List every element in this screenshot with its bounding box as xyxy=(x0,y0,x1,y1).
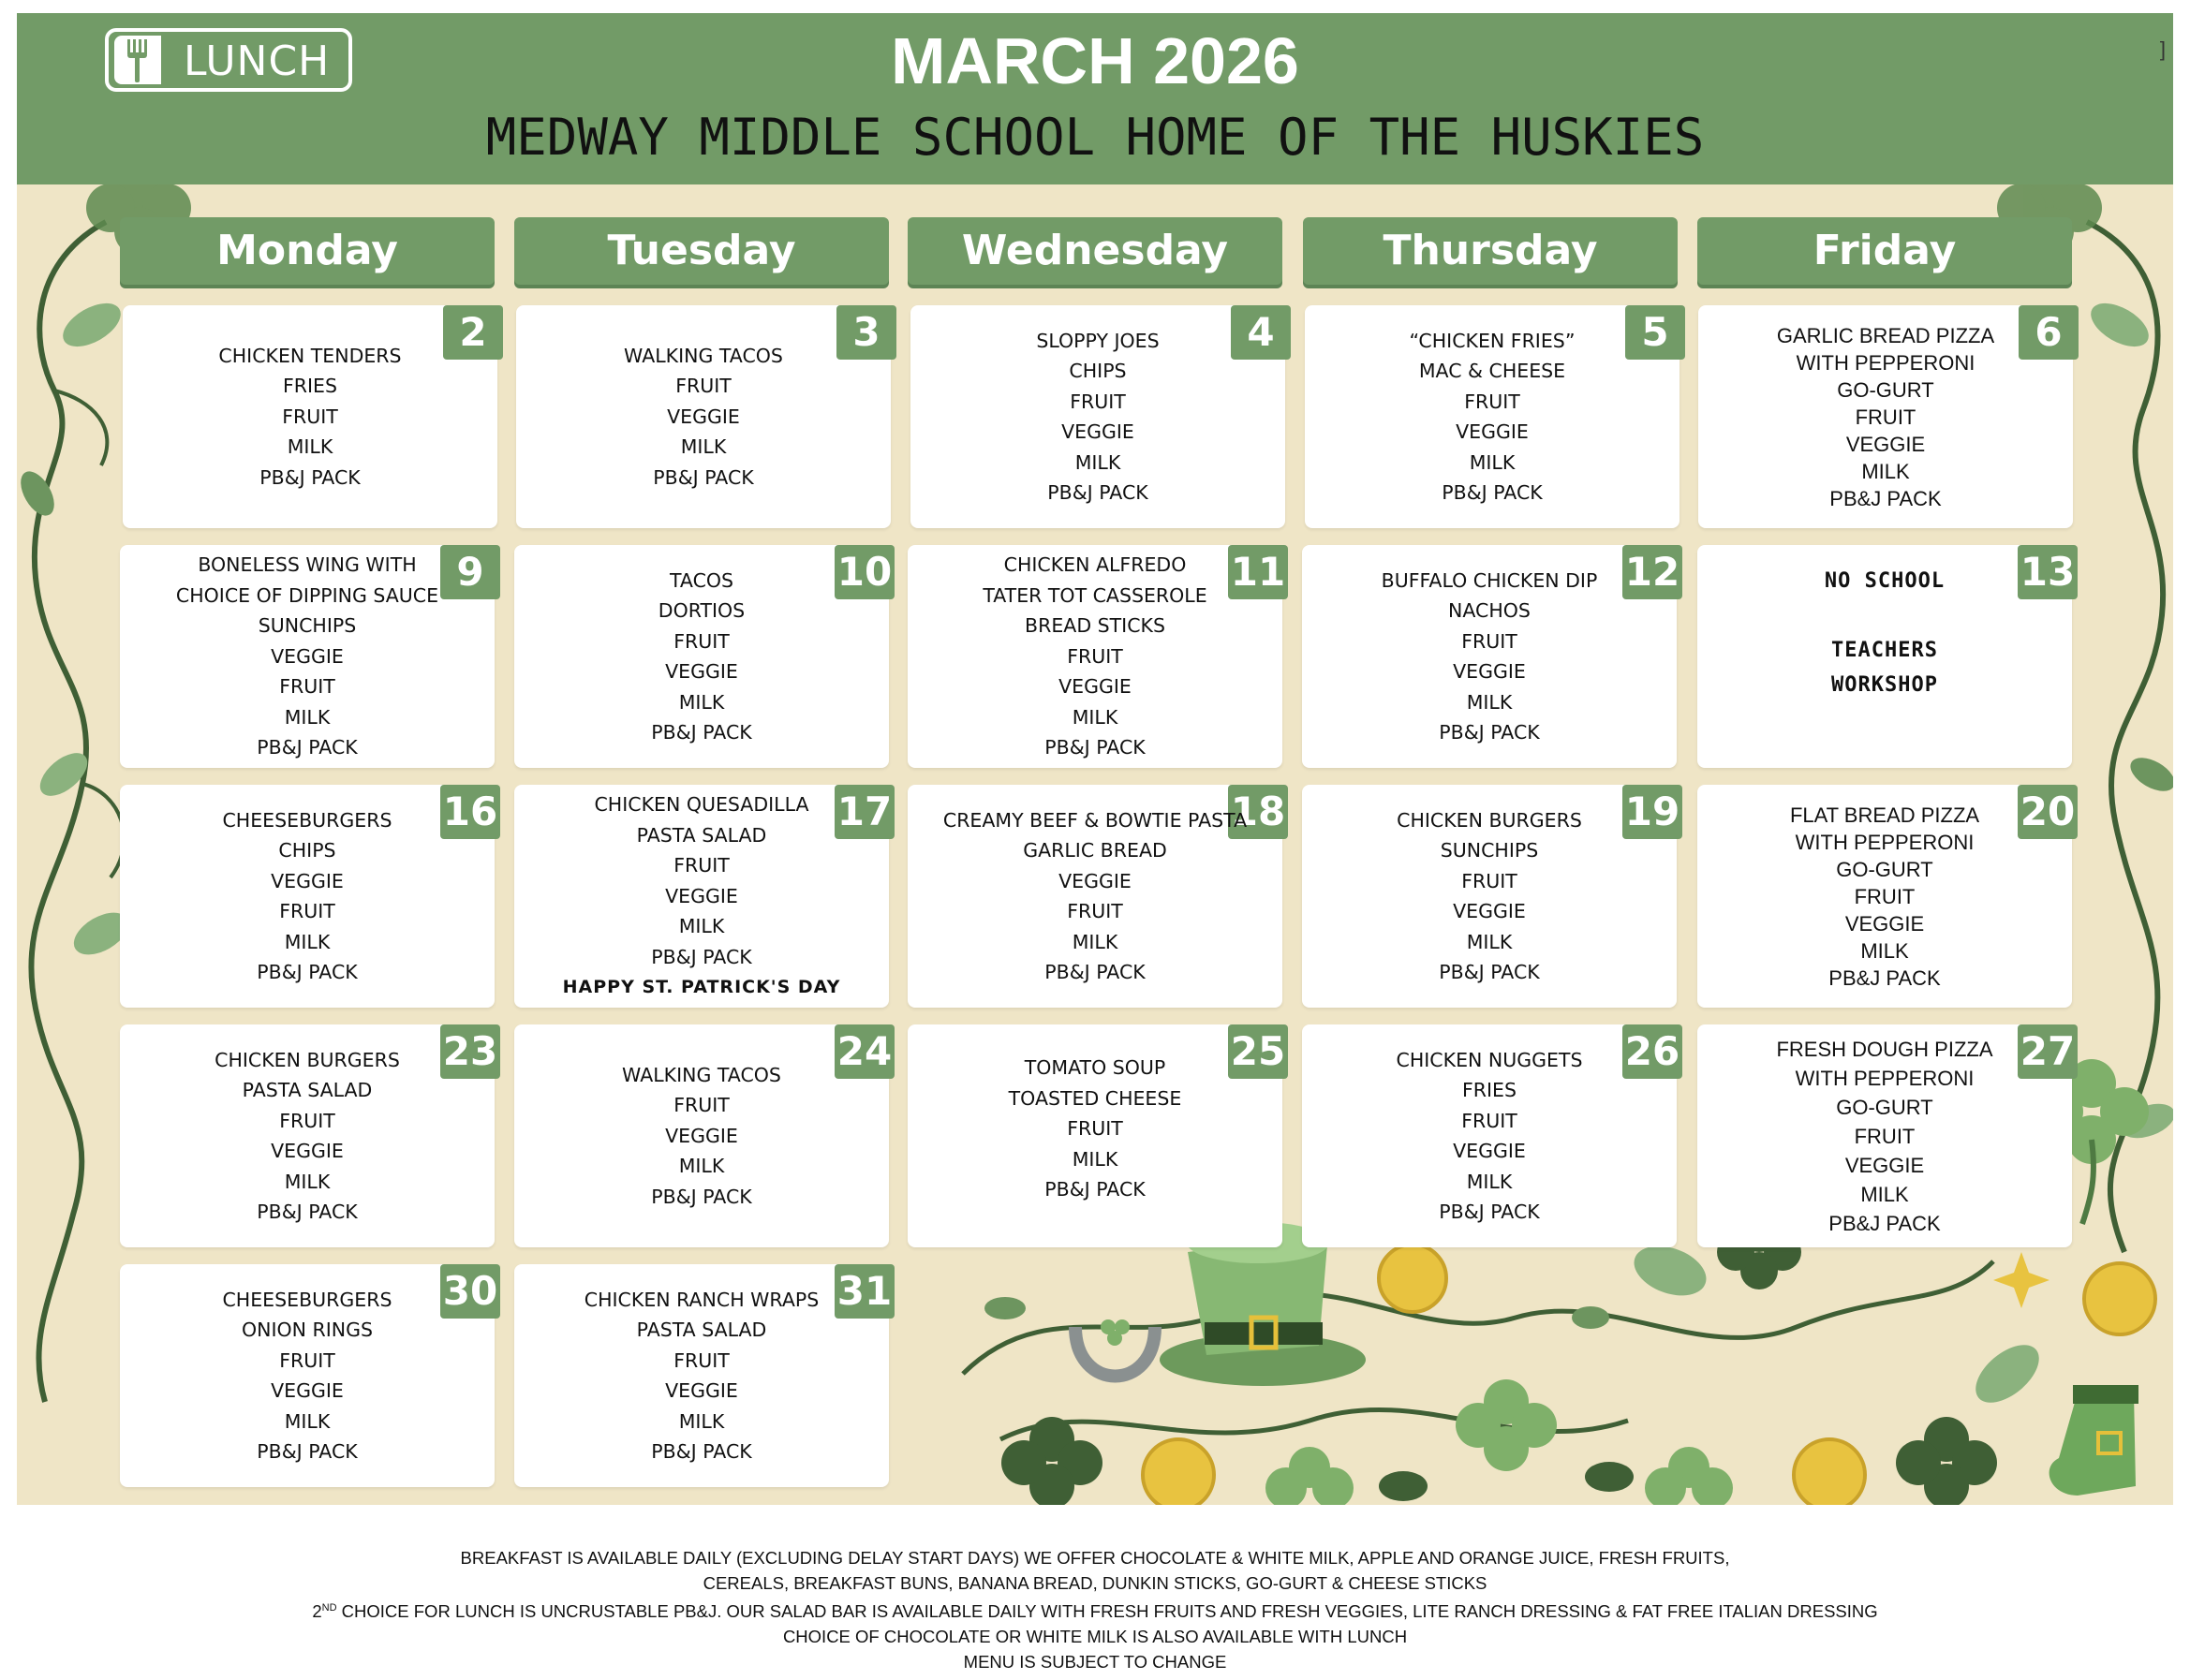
menu-item: SLOPPY JOES xyxy=(1036,329,1160,352)
menu-item: PB&J PACK xyxy=(651,945,752,968)
menu-item: PB&J PACK xyxy=(1044,736,1146,759)
day-cell xyxy=(1302,785,1680,1008)
menu-item: VEGGIE xyxy=(1453,1140,1526,1162)
menu-items xyxy=(120,798,495,995)
menu-items xyxy=(514,1277,889,1474)
day-cell xyxy=(514,1264,893,1487)
menu-item: FRUIT xyxy=(1854,884,1916,908)
menu-item: MILK xyxy=(1466,690,1513,714)
menu-item: PB&J PACK xyxy=(257,736,358,759)
date-badge: 26 xyxy=(1622,1024,1682,1079)
menu-items xyxy=(514,793,889,998)
menu-items xyxy=(908,798,1282,995)
day-cell xyxy=(514,1024,893,1247)
menu-item: FRUIT xyxy=(1067,644,1123,668)
menu-item: PASTA SALAD xyxy=(636,1319,767,1341)
menu-item: BUFFALO CHICKEN DIP xyxy=(1381,568,1598,592)
menu-item: VEGGIE xyxy=(665,1124,738,1147)
date-badge: 16 xyxy=(440,785,500,839)
day-header-monday: Monday xyxy=(120,217,495,285)
day-cell xyxy=(908,545,1286,768)
menu-item: PB&J PACK xyxy=(1442,481,1543,504)
menu-item: FRUIT xyxy=(1854,1124,1916,1148)
menu-item: MILK xyxy=(1860,1182,1909,1206)
menu-item: MILK xyxy=(678,915,725,938)
menu-item: GARLIC BREAD xyxy=(1023,839,1167,862)
menu-item: FRUIT xyxy=(1464,390,1520,413)
menu-item: MILK xyxy=(1072,705,1118,729)
menu-item: VEGGIE xyxy=(1453,660,1526,683)
menu-item: MILK xyxy=(1466,1170,1513,1193)
menu-item: VEGGIE xyxy=(667,405,740,428)
day-cell xyxy=(516,305,891,528)
menu-item: FRUIT xyxy=(279,1109,335,1132)
menu-item: CREAMY BEEF & BOWTIE PASTA xyxy=(942,808,1248,832)
day-cell xyxy=(120,1264,498,1487)
menu-item: “CHICKEN FRIES” xyxy=(1409,329,1576,352)
date-badge: 25 xyxy=(1228,1024,1288,1079)
menu-item: WITH PEPPERONI xyxy=(1795,830,1975,854)
menu-item: VEGGIE xyxy=(1844,1153,1925,1177)
menu-item: VEGGIE xyxy=(1061,420,1134,443)
menu-item: GO-GURT xyxy=(1836,857,1933,881)
menu-items xyxy=(120,553,495,759)
menu-items xyxy=(1302,798,1677,995)
day-header-thursday: Thursday xyxy=(1303,217,1678,285)
menu-item: VEGGIE xyxy=(271,644,344,668)
footer-line xyxy=(0,1596,2190,1624)
menu-item: VEGGIE xyxy=(1058,675,1132,699)
menu-item: PASTA SALAD xyxy=(636,823,767,847)
day-cell xyxy=(908,1024,1286,1247)
menu-item: CHIPS xyxy=(278,839,336,862)
day-cell xyxy=(120,1024,498,1247)
date-badge: 11 xyxy=(1228,545,1288,599)
menu-item: PB&J PACK xyxy=(653,465,754,489)
menu-item: FRUIT xyxy=(1461,1109,1517,1132)
day-cell xyxy=(514,545,893,768)
date-badge: 23 xyxy=(440,1024,500,1079)
menu-item: FRIES xyxy=(282,375,338,398)
menu-item: GARLIC BREAD PIZZA xyxy=(1776,323,1995,347)
day-cell xyxy=(1697,785,2076,1008)
menu-item: MILK xyxy=(1466,930,1513,953)
date-badge: 3 xyxy=(836,305,896,360)
menu-item: FRUIT xyxy=(1855,405,1916,429)
menu-item: MILK xyxy=(284,930,331,953)
day-header-tuesday: Tuesday xyxy=(514,217,889,285)
menu-item: WALKING TACOS xyxy=(622,1063,781,1086)
menu-item: GO-GURT xyxy=(1836,1095,1933,1119)
menu-item: MILK xyxy=(678,1155,725,1178)
menu-item: VEGGIE xyxy=(1453,900,1526,922)
menu-item: MILK xyxy=(1469,450,1516,474)
day-cell xyxy=(1302,1024,1680,1247)
menu-items xyxy=(123,318,497,515)
menu-items xyxy=(1305,318,1679,515)
menu-item: MILK xyxy=(1072,1147,1118,1171)
footer-ordinal-suffix: ND xyxy=(321,1602,337,1614)
menu-item: FRUIT xyxy=(282,405,338,428)
menu-items xyxy=(514,558,889,755)
menu-item: MILK xyxy=(284,705,331,729)
menu-item: VEGGIE xyxy=(1844,911,1925,936)
date-badge: 18 xyxy=(1228,785,1288,839)
footer-line: BREAKFAST IS AVAILABLE DAILY (EXCLUDING DELAY START DAYS) WE OFFER CHOCOLATE & WHITE MILK, APPLE AND ORANGE JUICE, FRESH FRUITS, xyxy=(460,1548,1730,1568)
footer-line-text: CHOICE FOR LUNCH IS UNCRUSTABLE PB&J. OUR SALAD BAR IS AVAILABLE DAILY WITH FRESH FRUITS AND FRESH VEGGIES, LITE RANCH DRESSING & FAT FREE ITALIAN DRESSING xyxy=(336,1601,1878,1622)
menu-items xyxy=(908,553,1282,759)
menu-items xyxy=(910,318,1285,515)
menu-item: SUNCHIPS xyxy=(258,614,357,638)
footer-ordinal-num: 2 xyxy=(312,1601,322,1622)
menu-item: CHICKEN QUESADILLA xyxy=(594,793,809,817)
menu-item: WITH PEPPERONI xyxy=(1796,350,1975,375)
menu-items xyxy=(908,1053,1282,1249)
menu-item: WALKING TACOS xyxy=(624,344,783,367)
menu-item: VEGGIE xyxy=(271,1140,344,1162)
date-badge: 30 xyxy=(440,1264,500,1319)
menu-item: FRUIT xyxy=(279,1348,335,1372)
footer-line: CEREALS, BREAKFAST BUNS, BANANA BREAD, DUNKIN STICKS, GO-GURT & CHEESE STICKS xyxy=(703,1573,1487,1593)
menu-item: MILK xyxy=(1861,459,1910,483)
day-cell xyxy=(1302,545,1680,768)
menu-item: PB&J PACK xyxy=(1828,965,1941,990)
no-school-label: NO SCHOOL xyxy=(1824,569,1946,593)
date-badge: 17 xyxy=(835,785,895,839)
menu-item: GO-GURT xyxy=(1837,377,1934,402)
date-badge: 27 xyxy=(2018,1024,2078,1079)
menu-item: VEGGIE xyxy=(1845,432,1926,456)
day-cell xyxy=(910,305,1285,528)
menu-item: TATER TOT CASSEROLE xyxy=(983,583,1207,607)
corner-mark: ] xyxy=(2159,37,2166,61)
menu-item: FRUIT xyxy=(279,900,335,922)
menu-item: VEGGIE xyxy=(1456,420,1529,443)
day-cell xyxy=(1697,545,2076,768)
footer-line: CHOICE OF CHOCOLATE OR WHITE MILK IS ALSO AVAILABLE WITH LUNCH xyxy=(782,1627,1408,1647)
menu-item: PB&J PACK xyxy=(257,1440,358,1463)
menu-item: FRUIT xyxy=(673,1094,730,1117)
menu-item: WITH PEPPERONI xyxy=(1795,1066,1975,1090)
menu-item: MAC & CHEESE xyxy=(1418,360,1566,382)
menu-item: CHOICE OF DIPPING SAUCE xyxy=(175,583,439,607)
logo-label: LUNCH xyxy=(184,37,331,85)
menu-item: PB&J PACK xyxy=(651,1440,752,1463)
menu-item: FRUIT xyxy=(673,1348,730,1372)
menu-items xyxy=(1697,1038,2072,1234)
menu-item: BONELESS WING WITH xyxy=(198,553,417,577)
menu-item: FLAT BREAD PIZZA xyxy=(1789,803,1980,827)
menu-item: MILK xyxy=(287,435,333,459)
menu-item: VEGGIE xyxy=(665,660,738,683)
date-badge: 13 xyxy=(2018,545,2078,599)
menu-item: CHICKEN BURGERS xyxy=(215,1048,400,1071)
menu-item: PB&J PACK xyxy=(1044,961,1146,983)
date-badge: 6 xyxy=(2019,305,2079,360)
menu-item: VEGGIE xyxy=(665,884,738,907)
menu-item: CHICKEN ALFREDO xyxy=(1003,553,1187,577)
menu-item: PB&J PACK xyxy=(1439,721,1540,744)
menu-item: BREAD STICKS xyxy=(1025,614,1165,638)
menu-item: FRUIT xyxy=(279,675,335,699)
menu-items xyxy=(120,1038,495,1234)
day-cell xyxy=(908,785,1286,1008)
menu-item: FRUIT xyxy=(675,375,732,398)
date-badge: 31 xyxy=(835,1264,895,1319)
menu-items xyxy=(1697,798,2072,995)
menu-item: VEGGIE xyxy=(271,869,344,892)
menu-item: PB&J PACK xyxy=(1439,1201,1540,1223)
menu-item: DORTIOS xyxy=(658,599,746,622)
menu-item: MILK xyxy=(1072,930,1118,953)
menu-item: CHIPS xyxy=(1069,360,1127,382)
date-badge: 2 xyxy=(443,305,503,360)
footer-notes xyxy=(0,1545,2190,1674)
menu-item: PB&J PACK xyxy=(1439,961,1540,983)
menu-items xyxy=(1302,1038,1677,1234)
menu-item: MILK xyxy=(1860,938,1909,963)
menu-items xyxy=(1302,558,1677,755)
menu-item: MILK xyxy=(680,435,727,459)
menu-item: FRUIT xyxy=(1070,390,1126,413)
menu-item: FRESH DOUGH PIZZA xyxy=(1776,1037,1993,1061)
menu-item: FRUIT xyxy=(1461,869,1517,892)
menu-item: MILK xyxy=(678,690,725,714)
day-cell xyxy=(123,305,497,528)
menu-items xyxy=(514,1038,889,1234)
menu-item: SUNCHIPS xyxy=(1440,839,1539,862)
month-title: MARCH 2026 xyxy=(891,24,1299,97)
footer-line: MENU IS SUBJECT TO CHANGE xyxy=(963,1652,1227,1673)
menu-item: PB&J PACK xyxy=(1829,486,1942,510)
day-cell xyxy=(1698,305,2073,528)
date-badge: 19 xyxy=(1622,785,1682,839)
date-badge: 9 xyxy=(440,545,500,599)
menu-item: PB&J PACK xyxy=(257,1201,358,1223)
date-badge: 12 xyxy=(1622,545,1682,599)
menu-item: TACOS xyxy=(669,568,734,592)
date-badge: 20 xyxy=(2018,785,2078,839)
menu-item: PB&J PACK xyxy=(1044,1178,1146,1201)
menu-item: CHEESEBURGERS xyxy=(222,1288,392,1311)
menu-item: PASTA SALAD xyxy=(242,1079,373,1101)
menu-item: TOMATO SOUP xyxy=(1024,1056,1166,1079)
menu-items xyxy=(120,1277,495,1474)
menu-item: TOASTED CHEESE xyxy=(1008,1086,1182,1110)
holiday-note: HAPPY ST. PATRICK'S DAY xyxy=(562,977,841,998)
date-badge: 4 xyxy=(1231,305,1291,360)
menu-item: FRUIT xyxy=(673,629,730,653)
menu-item: FRUIT xyxy=(1461,629,1517,653)
menu-item: PB&J PACK xyxy=(1047,481,1148,504)
date-badge: 10 xyxy=(835,545,895,599)
menu-items xyxy=(1697,564,2072,760)
day-cell xyxy=(514,785,893,1008)
menu-item: VEGGIE xyxy=(665,1379,738,1402)
menu-item: VEGGIE xyxy=(1058,869,1132,892)
teachers-label: TEACHERS xyxy=(1831,639,1938,662)
menu-item: MILK xyxy=(284,1170,331,1193)
menu-item: CHICKEN RANCH WRAPS xyxy=(584,1288,820,1311)
day-header-wednesday: Wednesday xyxy=(908,217,1282,285)
menu-item: PB&J PACK xyxy=(651,1185,752,1208)
menu-item: MILK xyxy=(678,1409,725,1433)
menu-item: FRUIT xyxy=(673,854,730,877)
day-cell xyxy=(1305,305,1679,528)
date-badge: 5 xyxy=(1625,305,1685,360)
day-cell xyxy=(1697,1024,2076,1247)
menu-item: VEGGIE xyxy=(271,1379,344,1402)
menu-item: PB&J PACK xyxy=(259,465,361,489)
menu-item: CHEESEBURGERS xyxy=(222,808,392,832)
school-title: MEDWAY MIDDLE SCHOOL HOME OF THE HUSKIES xyxy=(485,108,1705,167)
menu-item: MILK xyxy=(1074,450,1121,474)
menu-items xyxy=(516,318,891,515)
day-cell xyxy=(120,785,498,1008)
menu-item: PB&J PACK xyxy=(651,721,752,744)
menu-item: MILK xyxy=(284,1409,331,1433)
day-cell xyxy=(120,545,495,768)
menu-item: NACHOS xyxy=(1448,599,1531,622)
workshop-label: WORKSHOP xyxy=(1831,673,1938,697)
day-header-friday: Friday xyxy=(1697,217,2072,285)
menu-item: ONION RINGS xyxy=(241,1319,374,1341)
menu-item: PB&J PACK xyxy=(257,961,358,983)
date-badge: 24 xyxy=(835,1024,895,1079)
menu-item: CHICKEN TENDERS xyxy=(218,344,402,367)
menu-item: CHICKEN BURGERS xyxy=(1397,808,1582,832)
menu-items xyxy=(1698,318,2073,515)
menu-item: FRUIT xyxy=(1067,900,1123,922)
menu-item: CHICKEN NUGGETS xyxy=(1396,1048,1583,1071)
menu-item: FRUIT xyxy=(1067,1117,1123,1140)
menu-item: FRIES xyxy=(1461,1079,1517,1101)
menu-item: PB&J PACK xyxy=(1828,1211,1941,1235)
